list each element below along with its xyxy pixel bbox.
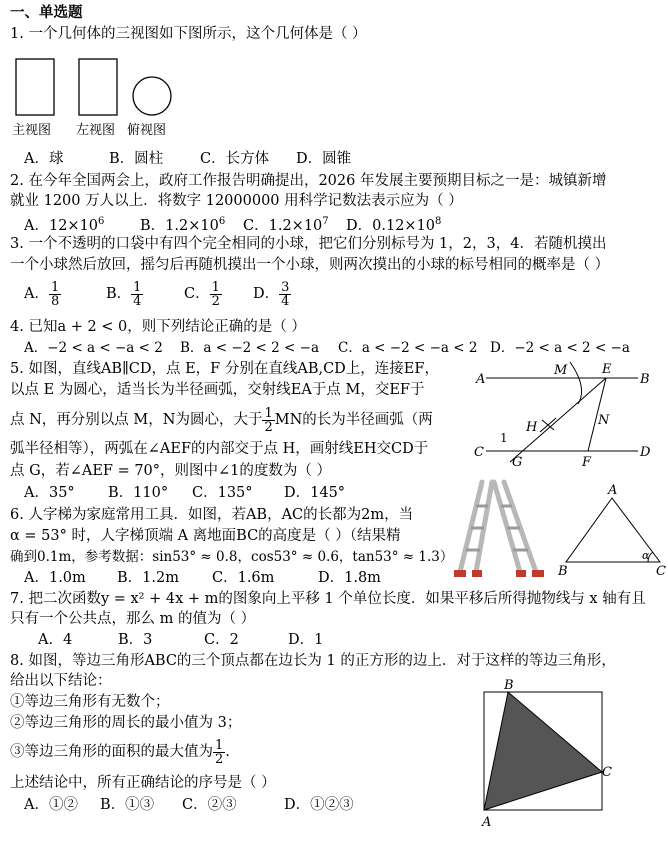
- q8-square-triangle-figure: [472, 676, 622, 832]
- q3-option-b: B． $\frac{1}{4}$: [106, 279, 142, 309]
- q5-option-a: A．35°: [24, 485, 75, 501]
- label-a: A: [476, 372, 486, 387]
- q3-stem-line2: 一个小球然后放回，摇匀后再随机摸出一个小球，则两次摸出的小球的标号相同的概率是（ ）: [10, 257, 610, 273]
- label-c: C: [602, 765, 612, 780]
- q6-triangle-figure: [556, 482, 668, 578]
- q4-stem: 4. 已知a + 2 < 0，则下列结论正确的是（ ）: [10, 319, 306, 335]
- q1-option-c: C．长方体: [200, 151, 270, 167]
- q5-option-d: D．145°: [284, 485, 346, 501]
- q5-stem-line3: 点 N，再分别以点 M，N为圆心，大于 $\frac{1}{2}$ MN的长为半径画弧（两: [10, 405, 433, 435]
- label-n: N: [598, 413, 610, 428]
- q4-option-d: D．−2 < a < 2 < −a: [490, 340, 630, 356]
- label-a: A: [482, 815, 492, 830]
- q8-stem-line6: 上述结论中，所有正确结论的序号是（ ）: [10, 775, 276, 791]
- label-f: F: [582, 455, 592, 470]
- q3-option-c: C． $\frac{1}{2}$: [184, 279, 220, 309]
- ladder-foot-3: [516, 570, 526, 577]
- section-title: 一、单选题: [10, 4, 83, 21]
- q5-parallel-lines-figure: [470, 358, 660, 476]
- q5-stem-line1: 5. 如图，直线AB∥CD，点 E，F 分别在直线AB,CD上，连接EF，: [10, 361, 439, 377]
- q8-conclusion-3: ③等边三角形的面积的最大值为 $\frac{1}{2}$ .: [10, 737, 230, 767]
- q7-option-c: C．2: [204, 632, 239, 648]
- top-view-label: 俯视图: [127, 122, 167, 137]
- ladder-foot-4: [532, 570, 544, 577]
- label-g: G: [512, 455, 523, 470]
- equilateral-triangle-abc: [484, 692, 602, 810]
- q2-option-d: D．$0.12\times 10^8$: [346, 216, 442, 234]
- q4-option-b: B．a < −2 < 2 < −a: [180, 340, 320, 356]
- label-e: E: [602, 362, 612, 377]
- side-view-label: 左视图: [76, 122, 116, 137]
- label-m: M: [554, 363, 568, 378]
- q4-option-c: C．a < −2 < −a < 2: [338, 340, 478, 356]
- front-view-label: 主视图: [12, 122, 52, 137]
- ladder-illustration: [446, 476, 550, 582]
- q1-stem: 1. 一个几何体的三视图如下图所示，这个几何体是（ ）: [10, 26, 367, 42]
- q3-option-d: D． $\frac{3}{4}$: [253, 279, 290, 309]
- top-view-circle: [133, 77, 171, 115]
- ladder-foot-2: [472, 570, 482, 577]
- q7-option-d: D．1: [288, 632, 324, 648]
- q5-stem-line5: 点 G，若∠AEF = 70°，则图中∠1的度数为（ ）: [10, 463, 332, 479]
- ray-eh: [510, 378, 606, 462]
- q1-option-d: D．圆锥: [296, 151, 352, 167]
- label-b: B: [558, 564, 568, 578]
- q4-option-a: A．−2 < a < −a < 2: [24, 340, 163, 356]
- q8-option-d: D．①②③: [284, 797, 354, 813]
- q6-option-a: A．1.0m: [24, 570, 86, 586]
- label-b: B: [504, 678, 514, 693]
- q6-option-d: D．1.8m: [318, 570, 381, 586]
- q8-conclusion-2: ②等边三角形的周长的最小值为 3；: [10, 715, 242, 731]
- q6-option-c: C．1.6m: [212, 570, 275, 586]
- q5-stem-line2: 以点 E 为圆心，适当长为半径画弧，交射线EA于点 M，交EF于: [10, 382, 425, 398]
- label-c: C: [474, 445, 484, 460]
- label-alpha: α: [642, 549, 650, 562]
- q2-option-a: A．$12\times 10^6$: [24, 216, 105, 234]
- q8-option-a: A．①②: [24, 797, 78, 813]
- q2-stem-line2: 就业 1200 万人以上．将数字 12000000 用科学记数法表示应为（ ）: [10, 193, 463, 209]
- side-view-rectangle: [79, 59, 117, 115]
- q6-stem-line3: 确到0.1m，参考数据：sin53° ≈ 0.8，cos53° ≈ 0.6，tan53° ≈ 1.3）: [10, 549, 454, 565]
- q1-option-a: A．球: [24, 151, 64, 167]
- q5-option-b: B．110°: [108, 485, 169, 501]
- label-angle-1: 1: [500, 431, 508, 445]
- q6-stem-line2: α = 53° 时，人字梯顶端 A 离地面BC的高度是（ ）（结果精: [10, 528, 401, 544]
- q7-option-a: A．4: [38, 632, 73, 648]
- q8-option-b: B．①③: [100, 797, 155, 813]
- q8-option-c: C．②③: [182, 797, 237, 813]
- q7-stem-line2: 只有一个公共点，那么 m 的值为（ ）: [10, 611, 256, 627]
- q3-stem-line1: 3. 一个不透明的口袋中有四个完全相同的小球，把它们分别标号为 1，2，3，4．若随机摸出: [10, 236, 607, 252]
- q1-option-b: B．圆柱: [109, 151, 164, 167]
- front-view-rectangle: [16, 59, 54, 115]
- q7-option-b: B．3: [118, 632, 153, 648]
- label-a: A: [608, 483, 618, 498]
- q8-stem-line2: 给出以下结论：: [10, 673, 112, 689]
- q7-stem-line1: 7. 把二次函数y = x² + 4x + m的图象向上平移 1 个单位长度．如果平移后所得抛物线与 x 轴有且: [10, 591, 646, 607]
- label-h: H: [526, 420, 538, 435]
- q2-option-b: B．$1.2\times 10^6$: [140, 216, 226, 234]
- label-b: B: [640, 372, 650, 387]
- q8-stem-line1: 8. 如图，等边三角形ABC的三个顶点都在边长为 1 的正方形的边上．对于这样的等边三角形，: [10, 653, 616, 669]
- q2-option-c: C．$1.2\times 10^7$: [243, 216, 329, 234]
- q5-option-c: C．135°: [192, 485, 253, 501]
- label-c: C: [656, 564, 666, 578]
- q5-stem-line4: 弧半径相等），两弧在∠AEF的内部交于点 H，画射线EH交CD于: [10, 441, 429, 457]
- arc-m-n: [570, 362, 582, 404]
- q1-three-views-figure: [12, 56, 182, 118]
- ladder-foot-1: [454, 570, 466, 577]
- q3-option-a: A． $\frac{1}{8}$: [24, 279, 60, 309]
- q6-option-b: B．1.2m: [117, 570, 179, 586]
- q6-stem-line1: 6. 人字梯为家庭常用工具．如图，若AB，AC的长都为2m，当: [10, 507, 414, 523]
- label-d: D: [640, 445, 651, 460]
- q8-conclusion-1: ①等边三角形有无数个；: [10, 694, 170, 710]
- q2-stem-line1: 2. 在今年全国两会上，政府工作报告明确提出，2026 年发展主要预期目标之一是：城镇新增: [10, 173, 607, 189]
